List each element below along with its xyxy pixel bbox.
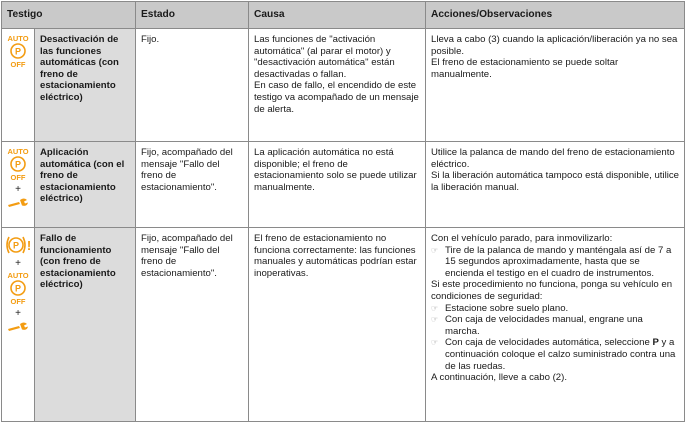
estado-cell: Fijo. <box>136 29 249 142</box>
parking-brake-fault-icon <box>4 233 32 257</box>
acciones-text: Si este procedimiento no funciona, ponga su vehículo en condiciones de seguridad: <box>431 279 673 302</box>
list-item: ☞ Con caja de velocidades manual, engrane una marcha. <box>431 314 643 337</box>
plus-sign: + <box>15 184 21 195</box>
acciones-text: Utilice la palanca de mando del freno de estacionamiento eléctrico. <box>431 147 675 170</box>
acciones-text: A continuación, lleve a cabo (2). <box>431 372 567 384</box>
arrow-icon: ☞ <box>431 315 439 325</box>
estado-cell: Fijo, acompañado del mensaje "Fallo del freno de estacionamiento". <box>136 228 249 422</box>
wrench-icon <box>6 197 30 209</box>
list-item: ☞ Con caja de velocidades automática, seleccione P y a continuación coloque el calzo suministrado contra una de las ruedas. <box>431 337 676 372</box>
plus-sign: + <box>15 308 21 319</box>
warning-lights-table <box>1 1 685 422</box>
auto-parking-brake-off-icon <box>6 147 30 183</box>
causa-cell: La aplicación automática no está disponible; el freno de estacionamiento solo se puede utilizar manualmente. <box>249 142 426 228</box>
svg-text:OFF: OFF <box>10 297 26 306</box>
causa-text: Las funciones de "activación automática" (al parar el motor) y "desactivación automática" están desactivadas o fallan. <box>254 34 395 80</box>
steps-list <box>431 245 679 280</box>
arrow-icon: ☞ <box>431 338 439 348</box>
icon-cell <box>2 142 35 228</box>
wrench-icon <box>6 321 30 333</box>
arrow-icon: ☞ <box>431 303 439 313</box>
acciones-text: Con el vehículo parado, para inmovilizarlo: <box>431 233 613 244</box>
causa-cell: El freno de estacionamiento no funciona correctamente: las funciones manuales y automáticas podrían estar inoperativas. <box>249 228 426 422</box>
svg-text:P: P <box>14 159 22 170</box>
causa-text: En caso de fallo, el encendido de este testigo va acompañado de un mensaje de alerta. <box>254 80 419 115</box>
header-testigo: Testigo <box>2 2 136 29</box>
icon-cell <box>2 29 35 142</box>
acciones-cell <box>426 142 685 228</box>
warning-name: Desactivación de las funciones automáticas (con freno de estacionamiento eléctrico) <box>35 29 136 142</box>
steps-list <box>431 303 679 373</box>
svg-text:AUTO: AUTO <box>7 147 29 156</box>
acciones-text: Lleva a cabo (3) cuando la aplicación/liberación ya no sea posible. <box>431 34 678 57</box>
gear-p-label: P <box>652 337 659 349</box>
svg-text:AUTO: AUTO <box>7 271 29 280</box>
acciones-cell <box>426 228 685 422</box>
svg-text:AUTO: AUTO <box>7 34 29 43</box>
warning-name: Aplicación automática (con el freno de estacionamiento eléctrico) <box>35 142 136 228</box>
causa-cell <box>249 29 426 142</box>
svg-text:P: P <box>14 46 22 57</box>
acciones-cell <box>426 29 685 142</box>
acciones-text: El freno de estacionamiento se puede soltar manualmente. <box>431 57 619 80</box>
svg-text:OFF: OFF <box>10 60 26 69</box>
svg-text:!: ! <box>26 238 32 253</box>
estado-cell: Fijo, acompañado del mensaje "Fallo del freno de estacionamiento". <box>136 142 249 228</box>
list-item: ☞ Estacione sobre suelo plano. <box>431 302 569 314</box>
header-estado: Estado <box>136 2 249 29</box>
auto-parking-brake-off-icon <box>6 271 30 307</box>
icon-cell <box>2 228 35 422</box>
svg-text:OFF: OFF <box>10 173 26 182</box>
arrow-icon: ☞ <box>431 245 439 255</box>
table-row <box>2 142 685 228</box>
table-row <box>2 29 685 142</box>
table-row <box>2 228 685 422</box>
svg-text:P: P <box>14 283 22 294</box>
auto-parking-brake-off-icon <box>6 34 30 70</box>
warning-name: Fallo de funcionamiento (con freno de estacionamiento eléctrico) <box>35 228 136 422</box>
table-header-row <box>2 2 685 29</box>
header-acciones: Acciones/Observaciones <box>426 2 685 29</box>
acciones-text: Si la liberación automática tampoco está disponible, utilice la liberación manual. <box>431 170 679 193</box>
header-causa: Causa <box>249 2 426 29</box>
list-item: ☞ Tire de la palanca de mando y manténgala así de 7 a 15 segundos aproximadamente, hasta que se encienda el testigo en el cuadro de instrumentos. <box>431 244 672 279</box>
svg-text:P: P <box>12 240 20 251</box>
plus-sign: + <box>15 258 21 269</box>
